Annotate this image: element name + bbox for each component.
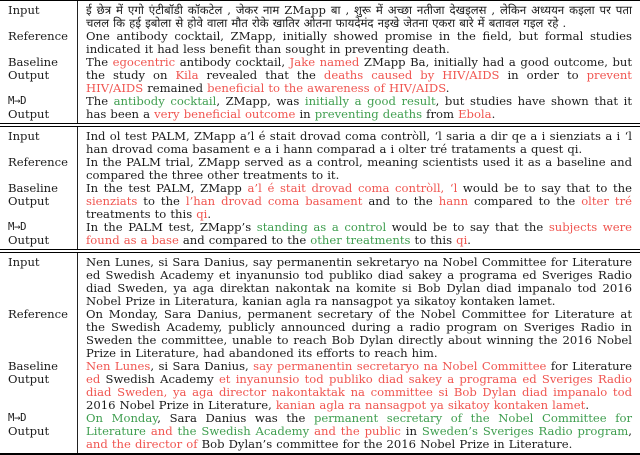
table-row-md-output: [0, 221, 640, 247]
row-label-text: Reference: [8, 154, 68, 169]
row-label-baseline-output: [0, 56, 77, 82]
reference-text: In the PALM trial, ZMapp served as a control, meaning scientists used it as a baseline and compared the three other treatments to it.: [86, 154, 632, 182]
row-label-text: Baseline: [8, 358, 58, 373]
row-label-md-output: [0, 95, 77, 121]
table-row-baseline-output: [0, 360, 640, 412]
row-label-input: [0, 4, 77, 17]
table-row-input: [0, 4, 640, 30]
column-divider: [77, 127, 78, 249]
table-row-baseline-output: [0, 182, 640, 221]
table-row-input: [0, 256, 640, 308]
row-label-baseline-output: [0, 182, 77, 208]
table-row-reference: [0, 156, 640, 182]
row-label-text: Output: [8, 67, 50, 82]
row-label-reference: [0, 308, 77, 321]
row-label-baseline-output: [0, 360, 77, 386]
row-label-text: Output: [8, 371, 50, 386]
baseline-output-text: The egocentric antibody cocktail, Jake named ZMapp Ba, initially had a good outcome, but the study on Kila revealed that the deaths caused by HIV/AIDS in order to prevent HIV/AIDS remained beneficial to the awareness of HIV/AIDS.: [86, 54, 633, 95]
row-label-text: Reference: [8, 306, 68, 321]
row-label-text: M→D: [8, 94, 27, 107]
baseline-output-text: In the test PALM, ZMapp a’l é stait drovad coma contròll, ‘l would be to say that to the sienziats to the l’han drovad coma basament and to the hann compared to the olter tré treatments to this qi.: [86, 180, 633, 221]
column-divider: [77, 1, 78, 123]
md-output-text: On Monday, Sara Danius was the permanent secretary of the Nobel Committee for Literature and the Swedish Academy and the public in Sweden’s Sveriges Radio program, and the director of Bob Dylan’s committee for the 2016 Nobel Prize in Literature.: [86, 410, 633, 451]
row-label-md-output: [0, 221, 77, 247]
row-label-text: Output: [8, 106, 50, 121]
row-label-text: Baseline: [8, 54, 58, 69]
table-row-reference: [0, 30, 640, 56]
input-text: Ind ol test PALM, ZMapp a’l é stait drovad coma contròll, ‘l saria a dir qe a i sienziats a i ‘l han drovad coma basament e a i hann comparad a i olter tré trataments a quest qi.: [86, 128, 632, 156]
row-label-reference: [0, 156, 77, 169]
reference-text: One antibody cocktail, ZMapp, initially showed promise in the field, but formal studies indicated it had less benefit than sought in preventing death.: [86, 28, 632, 56]
row-label-input: [0, 130, 77, 143]
reference-text: On Monday, Sara Danius, permanent secretary of the Nobel Committee for Literature at the Swedish Academy, publicly announced during a radio program on Sveriges Radio in Sweden the committee, unable to reach Bob Dylan directly about winning the 2016 Nobel Prize in Literature, had abandoned its efforts to reach him.: [86, 306, 632, 360]
row-label-text: Input: [8, 254, 40, 269]
row-label-text: Baseline: [8, 180, 58, 195]
example-1: [0, 1, 640, 123]
row-label-text: Input: [8, 2, 40, 17]
input-text: ई छेत्र में एगो एंटीबॉडी कॉकटेल , जेकर नाम ZMapp बा , शुरू में अच्छा नतीजा देखइलस , लेकिन अध्ययन कइला पर पता चलल कि हई इबोला से होवे वाला मौत रोके खातिर ओतना फायदेमंद नइखे जेतना एकरा बारे में बतावल गइल रहे .: [86, 2, 632, 30]
table-row-md-output: [0, 412, 640, 451]
row-label-text: Reference: [8, 28, 68, 43]
table-row-baseline-output: [0, 56, 640, 95]
row-label-text: Input: [8, 128, 40, 143]
column-divider: [77, 253, 78, 453]
row-label-md-output: [0, 412, 77, 438]
row-label-text: Output: [8, 193, 50, 208]
md-output-text: The antibody cocktail, ZMapp, was initially a good result, but studies have shown that it has been a very beneficial outcome in preventing deaths from Ebola.: [86, 93, 632, 121]
row-label-input: [0, 256, 77, 269]
example-3: [0, 253, 640, 453]
row-label-text: M→D: [8, 220, 27, 233]
row-label-text: Output: [8, 423, 50, 438]
row-label-text: Output: [8, 232, 50, 247]
example-2: [0, 127, 640, 249]
input-text: Nen Lunes, si Sara Danius, say permanentin sekretaryo na Nobel Committee for Literature ed Swedish Academy et inyanunsio tod publiko diad sakey a programa ed Sveriges Radio diad Sweden, ya aga direktan nakontak na komite si Bob Dylan diad impanalo tod 2016 Nobel Prize in Literatura, kanian agla ra nansagpot ya sikatoy kontaken lamet.: [86, 254, 632, 308]
row-label-reference: [0, 30, 77, 43]
table-row-md-output: [0, 95, 640, 121]
table-row-reference: [0, 308, 640, 360]
md-output-text: In the PALM test, ZMapp’s standing as a control would be to say that the subjects were found as a base and compared to the other treatments to this qi.: [86, 219, 632, 247]
row-label-text: M→D: [8, 411, 27, 424]
baseline-output-text: Nen Lunes, si Sara Danius, say permanentin secretaryo na Nobel Committee for Literature ed Swedish Academy et inyanunsio tod publiko diad sakey a programa ed Sveriges Radio diad Sweden, ya aga director nakontaktak na committee si Bob Dylan diad impanalo tod 2016 Nobel Prize in Literature, kanian agla ra nansagpot ya sikatoy kontaken lamet.: [86, 358, 632, 412]
table-row-input: [0, 130, 640, 156]
